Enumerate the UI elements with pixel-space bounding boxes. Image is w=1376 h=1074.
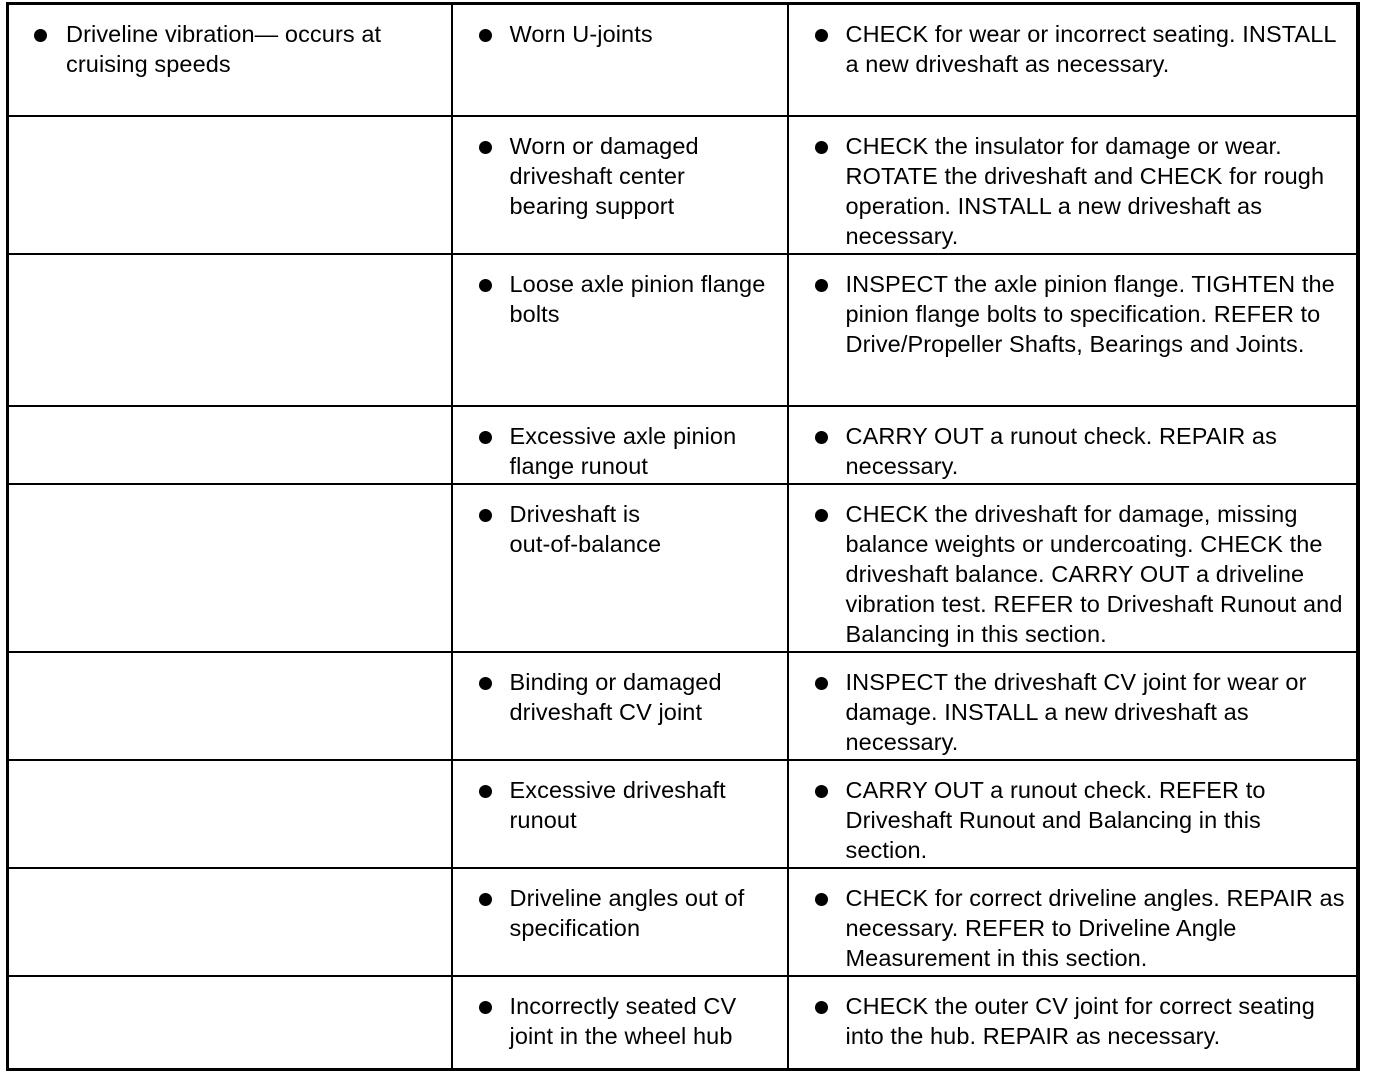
table-row: [8, 976, 1358, 1070]
condition-cell: [8, 760, 452, 868]
table-row: [8, 484, 1358, 652]
cause-cell: [452, 406, 788, 484]
cause-text: Worn or damaged driveshaft center bearing support: [509, 132, 699, 219]
bullet-icon: [479, 893, 492, 906]
condition-cell: [8, 868, 452, 976]
condition-text: Driveline vibration— occurs at cruising speeds: [66, 21, 382, 77]
bullet-icon: [815, 893, 828, 906]
action-text: INSPECT the axle pinion flange. TIGHTEN the pinion flange bolts to specification. REFER to Drive/Propeller Shafts, Bearings and Joints.: [845, 270, 1335, 357]
table-row: [8, 868, 1358, 976]
action-text: CHECK for correct driveline angles. REPAIR as necessary. REFER to Driveline Angle Measurement in this section.: [845, 884, 1345, 971]
cause-cell: [452, 116, 788, 254]
table-row: [8, 4, 1358, 116]
action-text: CHECK the driveshaft for damage, missing balance weights or undercoating. CHECK the driveshaft balance. CARRY OUT a driveline vibration test. REFER to Driveshaft Runout and Balancing in this section.: [845, 500, 1343, 647]
action-text: CARRY OUT a runout check. REPAIR as necessary.: [845, 422, 1277, 479]
cause-cell: [452, 254, 788, 406]
table-row: [8, 406, 1358, 484]
bullet-icon: [815, 431, 828, 444]
bullet-icon: [479, 279, 492, 292]
table-row: [8, 760, 1358, 868]
cause-text: Excessive axle pinion flange runout: [509, 422, 737, 479]
bullet-icon: [479, 29, 492, 42]
table-row: [8, 652, 1358, 760]
cause-cell: [452, 760, 788, 868]
action-cell: [788, 116, 1358, 254]
action-cell: [788, 484, 1358, 652]
table-row: [8, 116, 1358, 254]
bullet-icon: [815, 29, 828, 42]
condition-cell: [8, 484, 452, 652]
bullet-icon: [479, 431, 492, 444]
action-cell: [788, 652, 1358, 760]
cause-cell: [452, 4, 788, 116]
bullet-icon: [479, 509, 492, 522]
action-cell: [788, 254, 1358, 406]
action-text: CHECK for wear or incorrect seating. INSTALL a new driveshaft as necessary.: [845, 21, 1336, 77]
action-cell: [788, 406, 1358, 484]
action-cell: [788, 868, 1358, 976]
cause-text: Driveline angles out of specification: [509, 884, 745, 941]
bullet-icon: [479, 677, 492, 690]
cause-cell: [452, 652, 788, 760]
cause-cell: [452, 976, 788, 1070]
condition-cell: [8, 116, 452, 254]
condition-cell: [8, 406, 452, 484]
bullet-icon: [479, 1001, 492, 1014]
cause-text: Worn U-joints: [509, 21, 653, 47]
bullet-icon: [479, 785, 492, 798]
bullet-icon: [815, 509, 828, 522]
cause-text: Incorrectly seated CV joint in the wheel hub: [509, 992, 737, 1049]
action-text: CHECK the outer CV joint for correct seating into the hub. REPAIR as necessary.: [845, 992, 1315, 1049]
cause-text: Loose axle pinion flange bolts: [509, 270, 766, 327]
condition-cell: [8, 976, 452, 1070]
bullet-icon: [815, 279, 828, 292]
condition-cell: [8, 4, 452, 116]
bullet-icon: [34, 29, 47, 42]
bullet-icon: [815, 677, 828, 690]
cause-cell: [452, 484, 788, 652]
action-cell: [788, 760, 1358, 868]
bullet-icon: [479, 141, 492, 154]
diagnosis-table: [6, 2, 1360, 1071]
bullet-icon: [815, 785, 828, 798]
action-text: CARRY OUT a runout check. REFER to Driveshaft Runout and Balancing in this section.: [845, 776, 1266, 863]
cause-cell: [452, 868, 788, 976]
table-row: [8, 254, 1358, 406]
cause-text: Binding or damaged driveshaft CV joint: [509, 668, 722, 725]
action-cell: [788, 4, 1358, 116]
bullet-icon: [815, 141, 828, 154]
action-text: CHECK the insulator for damage or wear. ROTATE the driveshaft and CHECK for rough operation. INSTALL a new driveshaft as necessary.: [845, 132, 1325, 249]
cause-text: Excessive driveshaft runout: [509, 776, 726, 833]
action-text: INSPECT the driveshaft CV joint for wear or damage. INSTALL a new driveshaft as necessary.: [845, 668, 1307, 755]
cause-text: Driveshaft is out-of-balance: [509, 500, 662, 557]
action-cell: [788, 976, 1358, 1070]
condition-cell: [8, 254, 452, 406]
condition-cell: [8, 652, 452, 760]
bullet-icon: [815, 1001, 828, 1014]
